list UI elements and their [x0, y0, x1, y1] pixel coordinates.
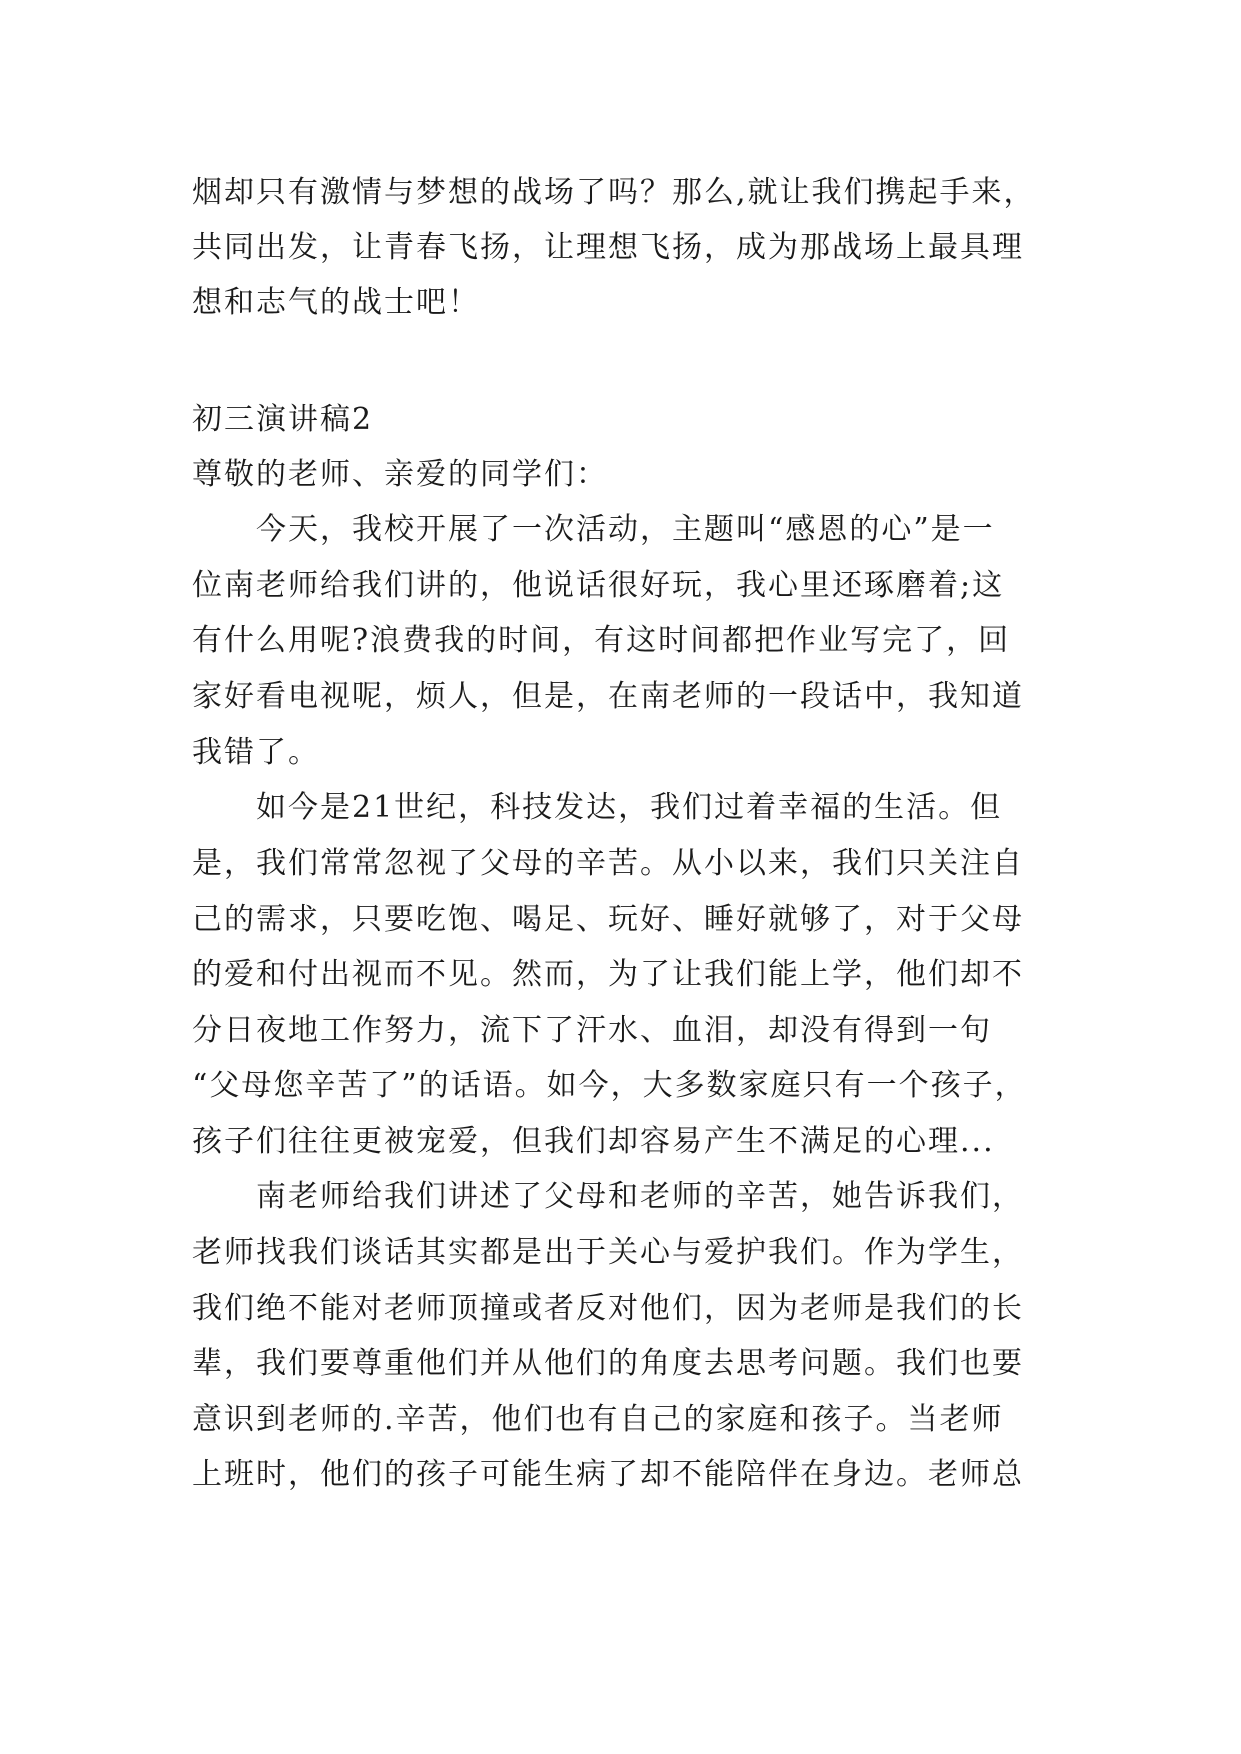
- paragraph-line: 我们绝不能对老师顶撞或者反对他们，因为老师是我们的长: [192, 1291, 1024, 1326]
- paragraph-line: 今天，我校开展了一次活动，主题叫“感恩的心”是一: [256, 512, 995, 547]
- paragraph-line: 的爱和付出视而不见。然而，为了让我们能上学，他们却不: [192, 957, 1024, 992]
- paragraph-line: 分日夜地工作努力，流下了汗水、血泪，却没有得到一句: [192, 1013, 992, 1048]
- paragraph-line: 上班时，他们的孩子可能生病了却不能陪伴在身边。老师总: [192, 1457, 1024, 1492]
- paragraph-line: 是，我们常常忽视了父母的辛苦。从小以来，我们只关注自: [192, 846, 1024, 881]
- paragraph-line: 如今是21世纪，科技发达，我们过着幸福的生活。但: [256, 790, 1003, 825]
- paragraph-line: 烟却只有激情与梦想的战场了吗？那么,就让我们携起手来，: [192, 175, 1036, 210]
- paragraph-line: 家好看电视呢，烦人，但是，在南老师的一段话中，我知道: [192, 679, 1024, 714]
- paragraph-line: 老师找我们谈话其实都是出于关心与爱护我们。作为学生，: [192, 1235, 1024, 1270]
- paragraph-line: 意识到老师的.辛苦，他们也有自己的家庭和孩子。当老师: [192, 1402, 1004, 1437]
- paragraph-line: 辈，我们要尊重他们并从他们的角度去思考问题。我们也要: [192, 1346, 1024, 1381]
- paragraph-line: 南老师给我们讲述了父母和老师的辛苦，她告诉我们，: [256, 1179, 1024, 1214]
- paragraph-line: 有什么用呢?浪费我的时间，有这时间都把作业写完了，回: [192, 623, 1011, 658]
- paragraph-line: 己的需求，只要吃饱、喝足、玩好、睡好就够了，对于父母: [192, 902, 1024, 937]
- paragraph-line: 共同出发，让青春飞扬，让理想飞扬，成为那战场上最具理: [192, 230, 1024, 265]
- paragraph-line: 想和志气的战士吧！: [192, 285, 480, 320]
- paragraph-line: 孩子们往往更被宠爱，但我们却容易产生不满足的心理...: [192, 1124, 995, 1159]
- paragraph-line: 位南老师给我们讲的，他说话很好玩，我心里还琢磨着;这: [192, 568, 1005, 603]
- paragraph-line: “父母您辛苦了”的话语。如今，大多数家庭只有一个孩子，: [192, 1068, 1027, 1103]
- paragraph-line: 我错了。: [192, 735, 320, 770]
- section-title: 初三演讲稿2: [192, 402, 374, 437]
- salutation: 尊敬的老师、亲爱的同学们：: [192, 457, 608, 492]
